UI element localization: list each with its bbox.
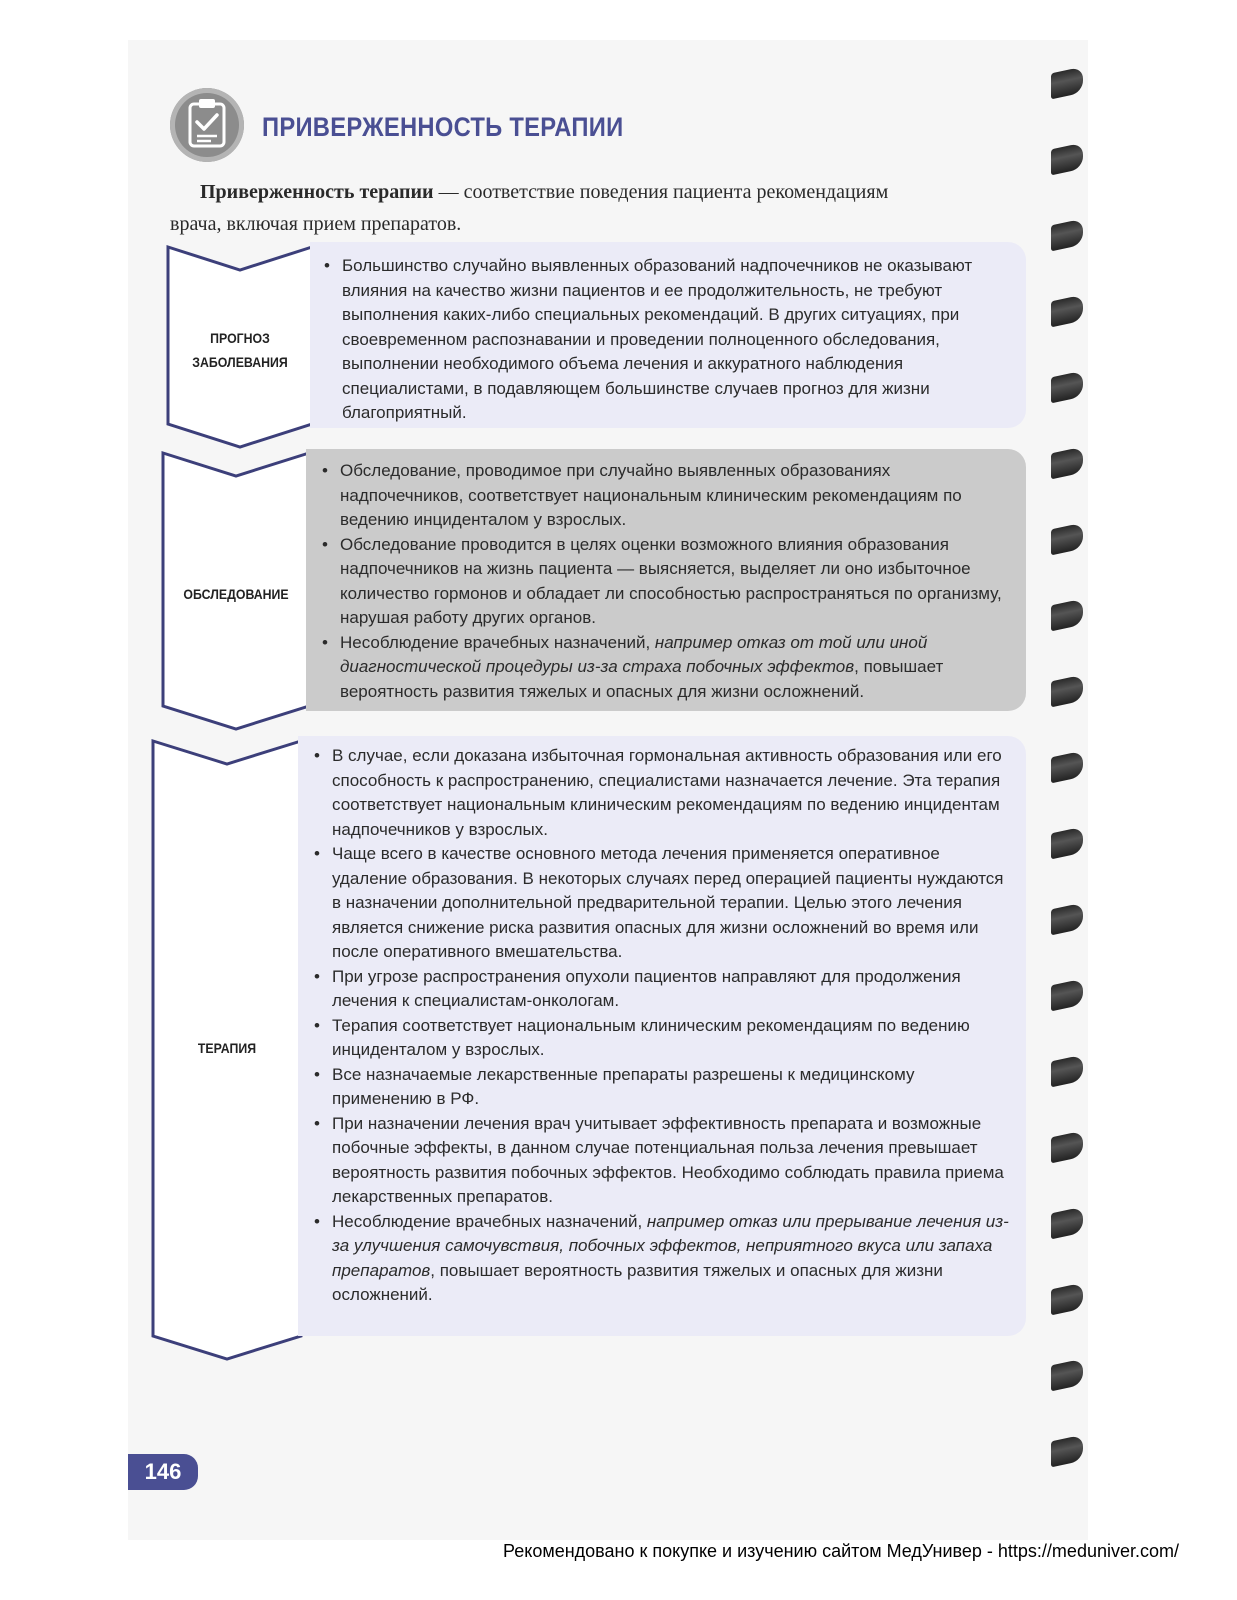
binding-ring (1051, 67, 1083, 100)
intro-term: Приверженность терапии (200, 181, 434, 203)
binding-ring (1051, 1359, 1083, 1392)
binding-ring (1051, 675, 1083, 708)
list-item: • При назначении лечения врач учитывает эффективность препарата и возможные побочные эффекты, в данном случае потенциальная польза лечения превышает вероятность развития побочных эффектов. Необходимо соблюдать правила приема лекарственных препаратов. (312, 1112, 1010, 1210)
binding-ring (1051, 827, 1083, 860)
binding-ring (1051, 1283, 1083, 1316)
intro-text-line1: — соответствие поведения пациента рекомендациям (433, 181, 889, 203)
binding-ring (1051, 1131, 1083, 1164)
binding-ring (1051, 1207, 1083, 1240)
section-label-line: ОБСЛЕДОВАНИЕ (183, 586, 289, 602)
section-panel (298, 736, 1026, 1336)
binding-ring (1051, 371, 1083, 404)
section-arrow (160, 450, 312, 732)
page-number: 146 (128, 1454, 198, 1490)
section-arrow (150, 738, 304, 1362)
list-item: • Терапия соответствует национальным клиническим рекомендациям по ведению инциденталом у взрослых. (312, 1014, 1010, 1063)
section-arrow (165, 244, 315, 450)
intro-paragraph (170, 176, 1050, 240)
list-item: • Обследование, проводимое при случайно выявленных образованиях надпочечников, соответствует национальным клиническим рекомендациям по ведению инциденталом у взрослых. (320, 459, 1010, 533)
section-panel (310, 242, 1026, 428)
list-item: • Чаще всего в качестве основного метода лечения применяется оперативное удаление образования. В некоторых случаях перед операцией пациенты нуждаются в назначении дополнительной предварительной терапии. Целью этого лечения является снижение риска развития опасных для жизни осложнений во время или после оперативного вмешательства. (312, 842, 1010, 965)
binding-ring (1051, 599, 1083, 632)
binding-ring (1051, 523, 1083, 556)
binding-ring (1051, 979, 1083, 1012)
binding-ring (1051, 295, 1083, 328)
binding-ring (1051, 751, 1083, 784)
footer-recommendation: Рекомендовано к покупке и изучению сайтом МедУнивер - https://meduniver.com/ (503, 1541, 1179, 1561)
list-item: • Несоблюдение врачебных назначений, например отказ или прерывание лечения из-за улучшения самочувствия, побочных эффектов, неприятного вкуса или запаха препаратов, повышает вероятность развития тяжелых и опасных для жизни осложнений. (312, 1210, 1010, 1308)
list-item: • Обследование проводится в целях оценки возможного влияния образования надпочечников на жизнь пациента — выясняется, выделяет ли оно избыточное количество гормонов и обладает ли способностью распространяться по организму, нарушая работу других органов. (320, 533, 1010, 631)
section-label-line: ТЕРАПИЯ (197, 1040, 257, 1056)
list-item: • При угрозе распространения опухоли пациентов направляют для продолжения лечения к специалистам-онкологам. (312, 965, 1010, 1014)
list-item: • Несоблюдение врачебных назначений, например отказ от той или иной диагностической процедуры из-за страха побочных эффектов, повышает вероятность развития тяжелых и опасных для жизни осложнений. (320, 631, 1010, 705)
section-label-line: ПРОГНОЗ (210, 330, 270, 346)
clipboard-check-icon (170, 88, 244, 162)
page-title: ПРИВЕРЖЕННОСТЬ ТЕРАПИИ (262, 112, 624, 142)
list-item: • Все назначаемые лекарственные препараты разрешены к медицинскому применению в РФ. (312, 1063, 1010, 1112)
binding-ring (1051, 1435, 1083, 1468)
list-item: • В случае, если доказана избыточная гормональная активность образования или его способность к распространению, специалистами назначается лечение. Эта терапия соответствует национальным клиническим рекомендациям по ведению инцидентам надпочечников у взрослых. (312, 744, 1010, 842)
binding-ring (1051, 219, 1083, 252)
binding-ring (1051, 903, 1083, 936)
section-panel (306, 449, 1026, 711)
binding-ring (1051, 1055, 1083, 1088)
spiral-binding (1045, 62, 1095, 1502)
intro-text-line2: врача, включая прием препаратов. (170, 213, 462, 235)
list-item: • Большинство случайно выявленных образований надпочечников не оказывают влияния на качество жизни пациентов и ее продолжительность, не требуют выполнения каких-либо специальных рекомендаций. В других ситуациях, при своевременном распознавании и проведении полноценного обследования, выполнении необходимого объема лечения и аккуратного наблюдения специалистами, в подавляющем большинстве случаев прогноз для жизни благоприятный. (322, 254, 1010, 426)
section-label-line: ЗАБОЛЕВАНИЯ (192, 354, 288, 370)
binding-ring (1051, 447, 1083, 480)
binding-ring (1051, 143, 1083, 176)
